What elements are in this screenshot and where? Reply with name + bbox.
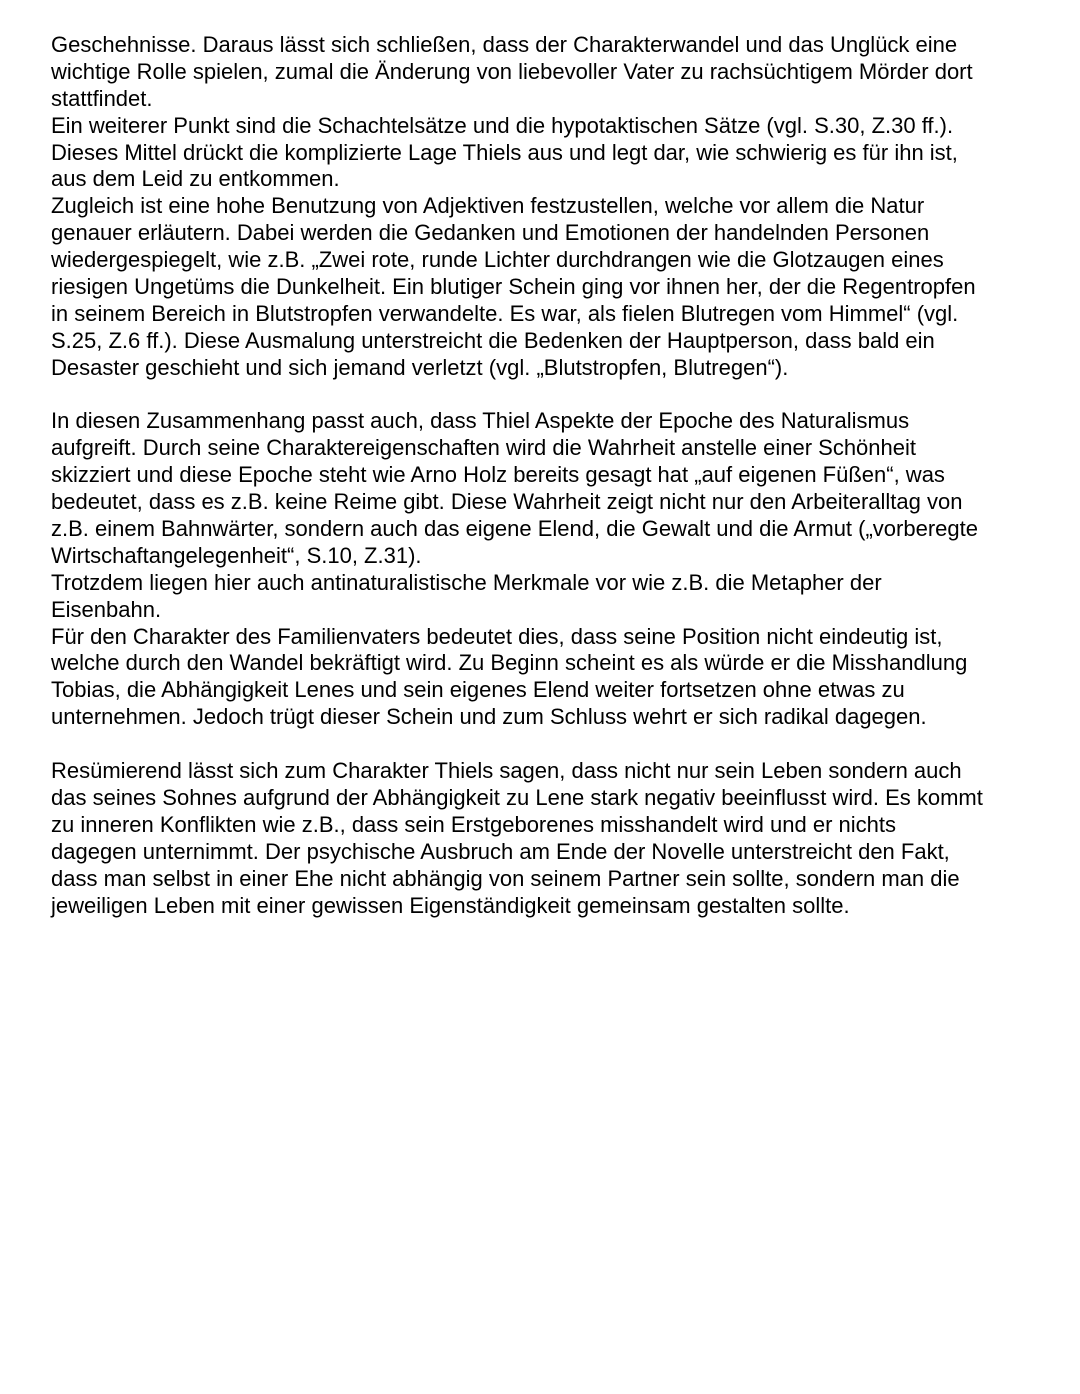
text-line: Zugleich ist eine hohe Benutzung von Adjektiven festzustellen, welche vor allem die Natur <box>51 193 925 219</box>
text-line: zu inneren Konflikten wie z.B., dass sein Erstgeborenes misshandelt wird und er nichts <box>51 811 896 837</box>
text-line: S.25, Z.6 ff.). Diese Ausmalung unterstreicht die Bedenken der Hauptperson, dass bald ein <box>51 327 935 353</box>
text-line: in seinem Bereich in Blutstropfen verwandelte. Es war, als fielen Blutregen vom Himmel“ (vgl. <box>51 300 959 326</box>
text-line: wiedergespiegelt, wie z.B. „Zwei rote, runde Lichter durchdrangen wie die Glotzaugen eines <box>51 247 944 273</box>
text-line: aufgreift. Durch seine Charaktereigenschaften wird die Wahrheit anstelle einer Schönheit <box>51 435 916 461</box>
text-line: aus dem Leid zu entkommen. <box>51 166 340 192</box>
text-line: welche durch den Wandel bekräftigt wird. Zu Beginn scheint es als würde er die Misshandlung <box>51 650 968 676</box>
text-line: Dieses Mittel drückt die komplizierte Lage Thiels aus und legt dar, wie schwierig es für ihn ist, <box>51 139 958 165</box>
text-line: das seines Sohnes aufgrund der Abhängigkeit zu Lene stark negativ beeinflusst wird. Es kommt <box>51 784 983 810</box>
text-line: bedeutet, dass es z.B. keine Reime gibt. Diese Wahrheit zeigt nicht nur den Arbeiteralltag von <box>51 489 963 515</box>
text-line: Ein weiterer Punkt sind die Schachtelsätze und die hypotaktischen Sätze (vgl. S.30, Z.30 ff.). <box>51 112 954 138</box>
text-line: unternehmen. Jedoch trügt dieser Schein und zum Schluss wehrt er sich radikal dagegen. <box>51 704 927 730</box>
text-line: In diesen Zusammenhang passt auch, dass Thiel Aspekte der Epoche des Naturalismus <box>51 408 910 434</box>
paragraph-block-3 <box>51 758 1051 919</box>
paragraph-gap <box>51 382 1051 409</box>
document-page <box>51 32 1051 919</box>
text-line: wichtige Rolle spielen, zumal die Änderung von liebevoller Vater zu rachsüchtigem Mörder dort <box>51 58 973 84</box>
text-line: jeweiligen Leben mit einer gewissen Eigenständigkeit gemeinsam gestalten sollte. <box>51 892 850 918</box>
text-line: skizziert und diese Epoche steht wie Arno Holz bereits gesagt hat „auf eigenen Füßen“, was <box>51 462 945 488</box>
text-line: riesigen Ungetüms die Dunkelheit. Ein blutiger Schein ging vor ihnen her, der die Regentropfen <box>51 274 976 300</box>
text-line: Resümierend lässt sich zum Charakter Thiels sagen, dass nicht nur sein Leben sondern auch <box>51 758 962 784</box>
text-line: Tobias, die Abhängigkeit Lenes und sein eigenes Elend weiter fortsetzen ohne etwas zu <box>51 677 905 703</box>
text-line: Wirtschaftangelegenheit“, S.10, Z.31). <box>51 542 422 568</box>
paragraph-block-1 <box>51 32 1051 382</box>
paragraph-gap <box>51 731 1051 758</box>
text-line: Geschehnisse. Daraus lässt sich schließen, dass der Charakterwandel und das Unglück eine <box>51 32 958 57</box>
text-line: dass man selbst in einer Ehe nicht abhängig von seinem Partner sein sollte, sondern man die <box>51 865 960 891</box>
text-line: dagegen unternimmt. Der psychische Ausbruch am Ende der Novelle unterstreicht den Fakt, <box>51 838 950 864</box>
text-line: Für den Charakter des Familienvaters bedeutet dies, dass seine Position nicht eindeutig ist, <box>51 623 943 649</box>
text-line: Desaster geschieht und sich jemand verletzt (vgl. „Blutstropfen, Blutregen“). <box>51 354 789 380</box>
text-line: Eisenbahn. <box>51 596 162 622</box>
text-line: z.B. einem Bahnwärter, sondern auch das eigene Elend, die Gewalt und die Armut („vorberegte <box>51 516 978 542</box>
text-line: stattfindet. <box>51 85 153 111</box>
text-line: genauer erläutern. Dabei werden die Gedanken und Emotionen der handelnden Personen <box>51 220 930 246</box>
paragraph-block-2 <box>51 408 1051 731</box>
text-line: Trotzdem liegen hier auch antinaturalistische Merkmale vor wie z.B. die Metapher der <box>51 569 882 595</box>
